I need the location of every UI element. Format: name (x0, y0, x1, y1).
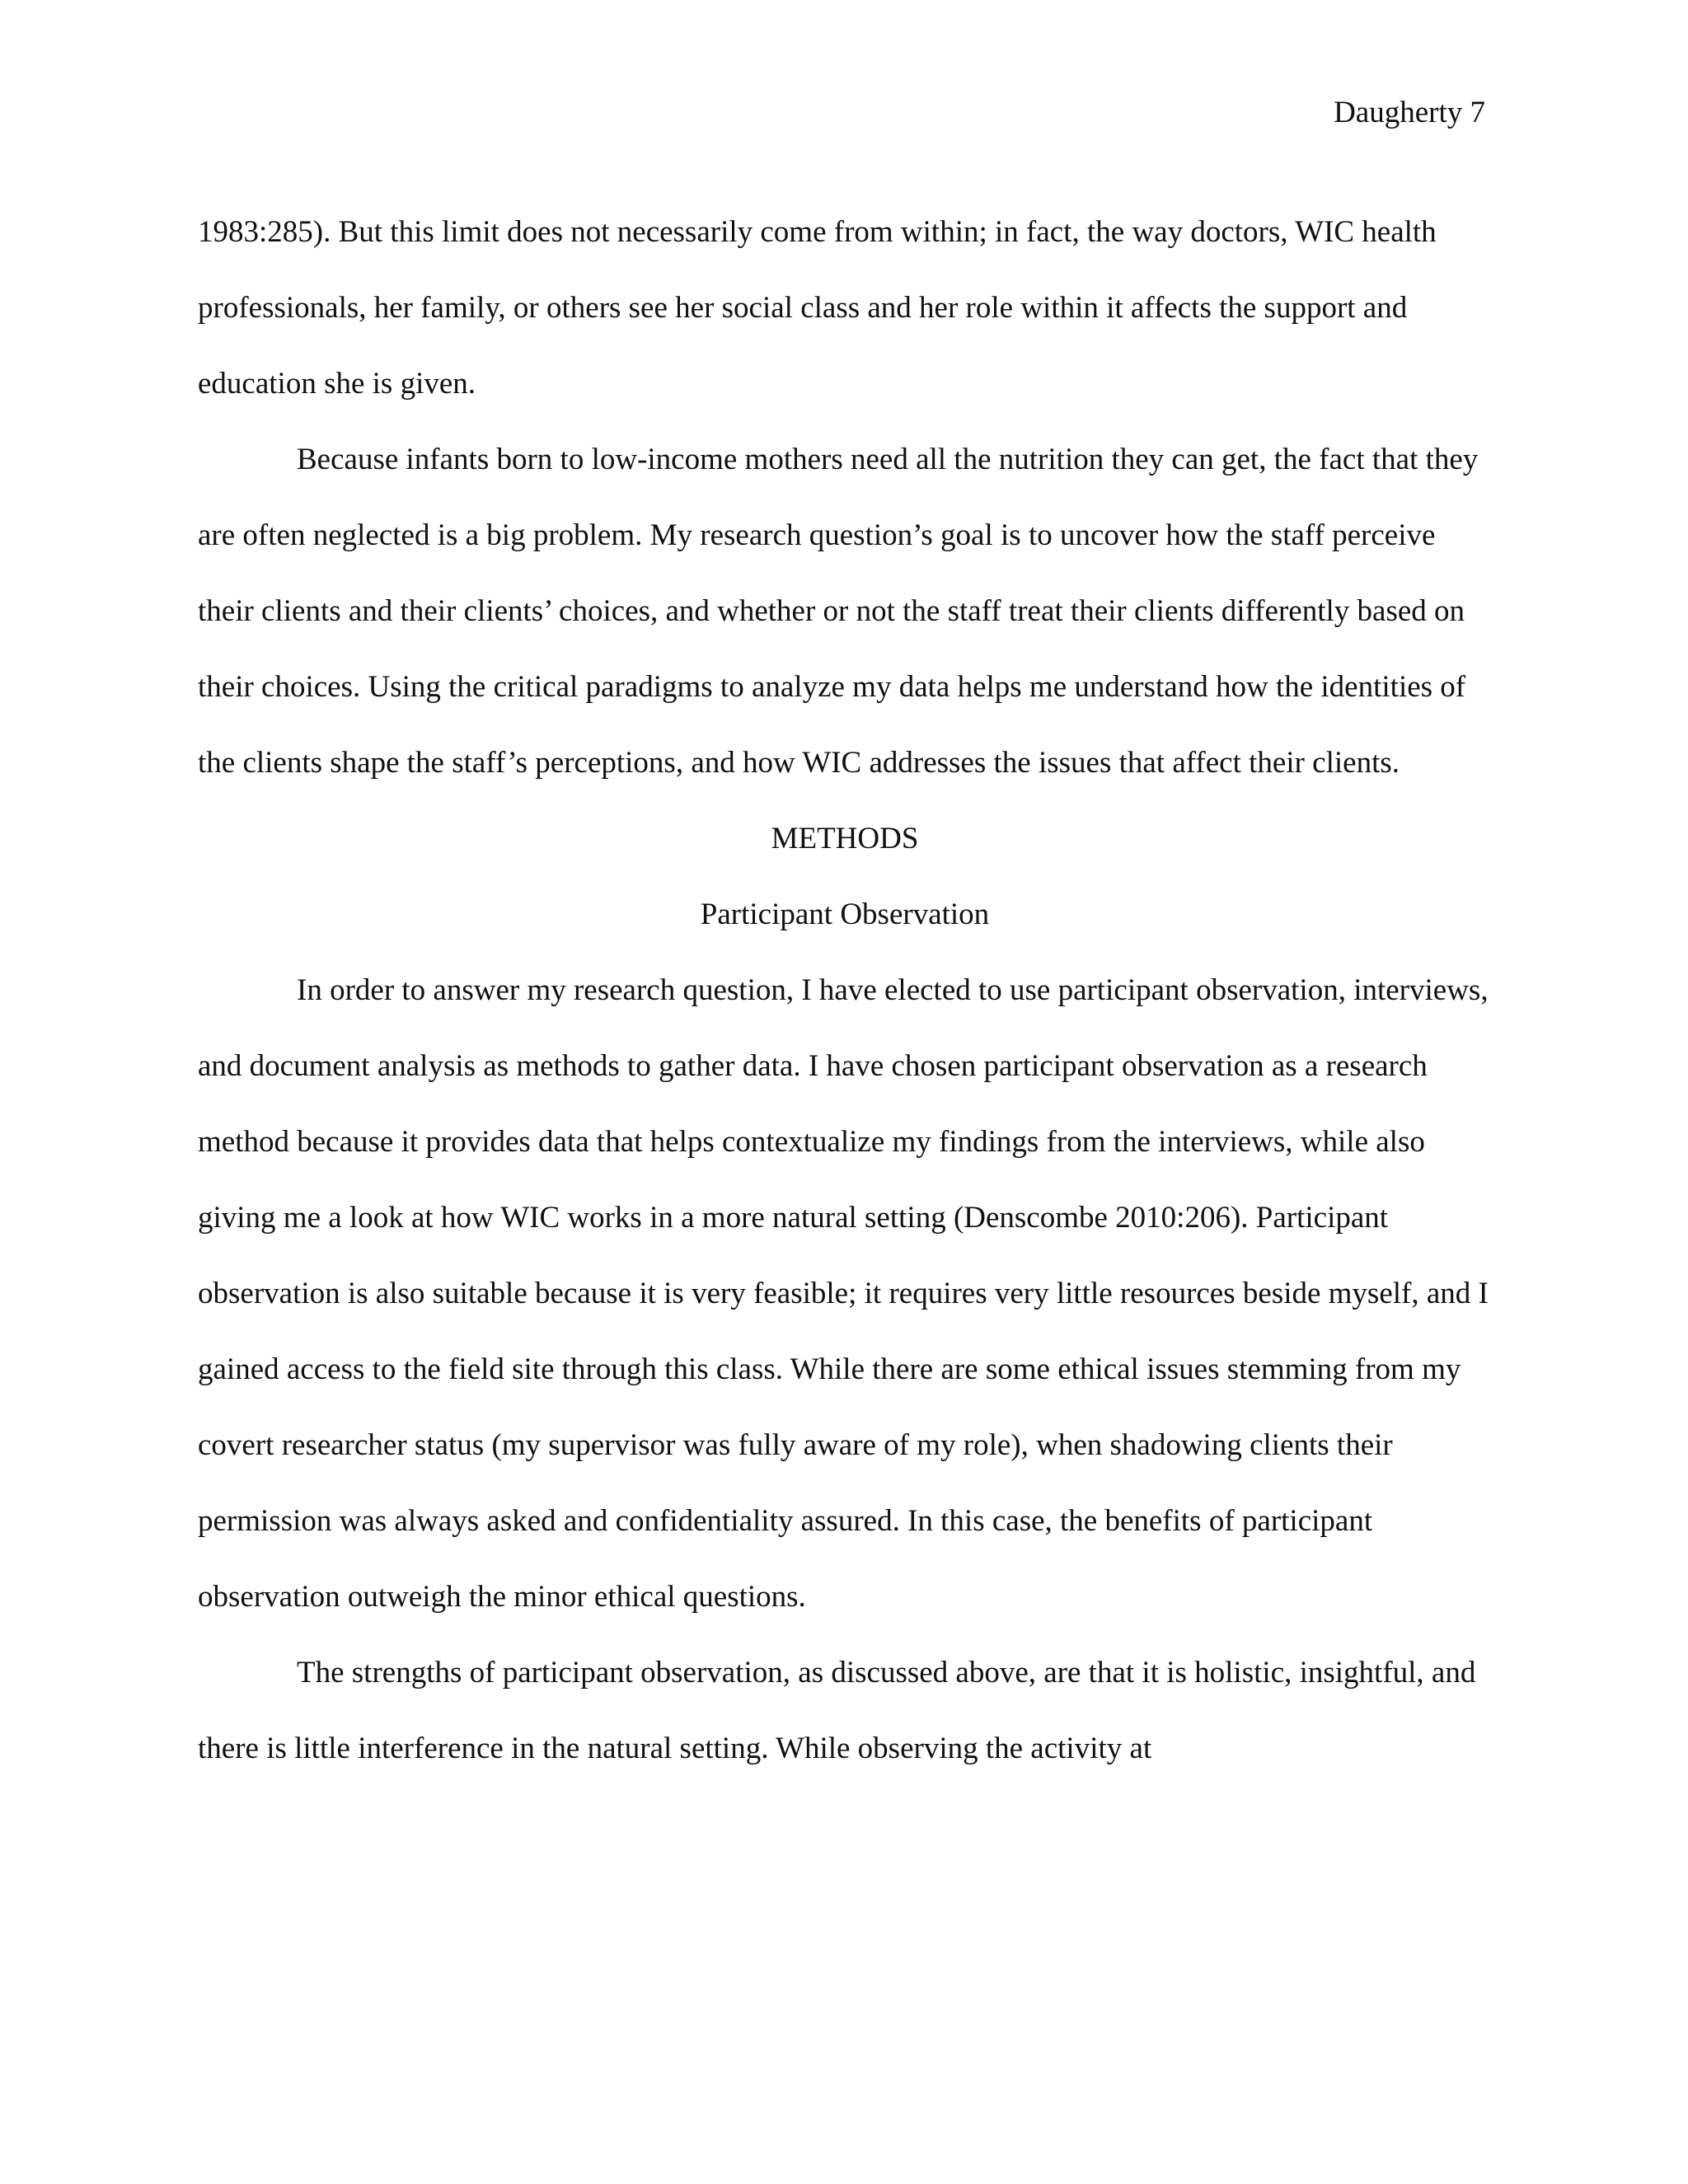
document-body (198, 194, 1492, 1787)
paragraph: In order to answer my research question, I have elected to use participant observation, interviews, and document analysis as methods to gather data. I have chosen participant observation as a research method because it provides data that helps contextualize my findings from the interviews, while also giving me a look at how WIC works in a more natural setting (Denscombe 2010:206). Participant observation is also suitable because it is very feasible; it requires very little resources beside myself, and I gained access to the field site through this class. While there are some ethical issues stemming from my covert researcher status (my supervisor was fully aware of my role), when shadowing clients their permission was always asked and confidentiality assured. In this case, the benefits of participant observation outweigh the minor ethical questions. (198, 973, 1489, 1614)
paragraph: The strengths of participant observation, as discussed above, are that it is holistic, insightful, and there is little interference in the natural setting. While observing the activity at (198, 1656, 1476, 1765)
paragraph: 1983:285). But this limit does not necessarily come from within; in fact, the way doctors, WIC health professionals, her family, or others see her social class and her role within it affects the support and education she is given. (198, 215, 1437, 401)
paragraph: Because infants born to low-income mothers need all the nutrition they can get, the fact that they are often neglected is a big problem. My research question’s goal is to uncover how the staff perceive their clients and their clients’ choices, and whether or not the staff treat their clients differently based on their choices. Using the critical paradigms to analyze my data helps me understand how the identities of the clients shape the staff’s perceptions, and how WIC addresses the issues that affect their clients. (198, 443, 1479, 780)
running-head: Daugherty 7 (1334, 96, 1485, 129)
subsection-heading: Participant Observation (700, 898, 990, 931)
section-heading: METHODS (771, 822, 919, 855)
